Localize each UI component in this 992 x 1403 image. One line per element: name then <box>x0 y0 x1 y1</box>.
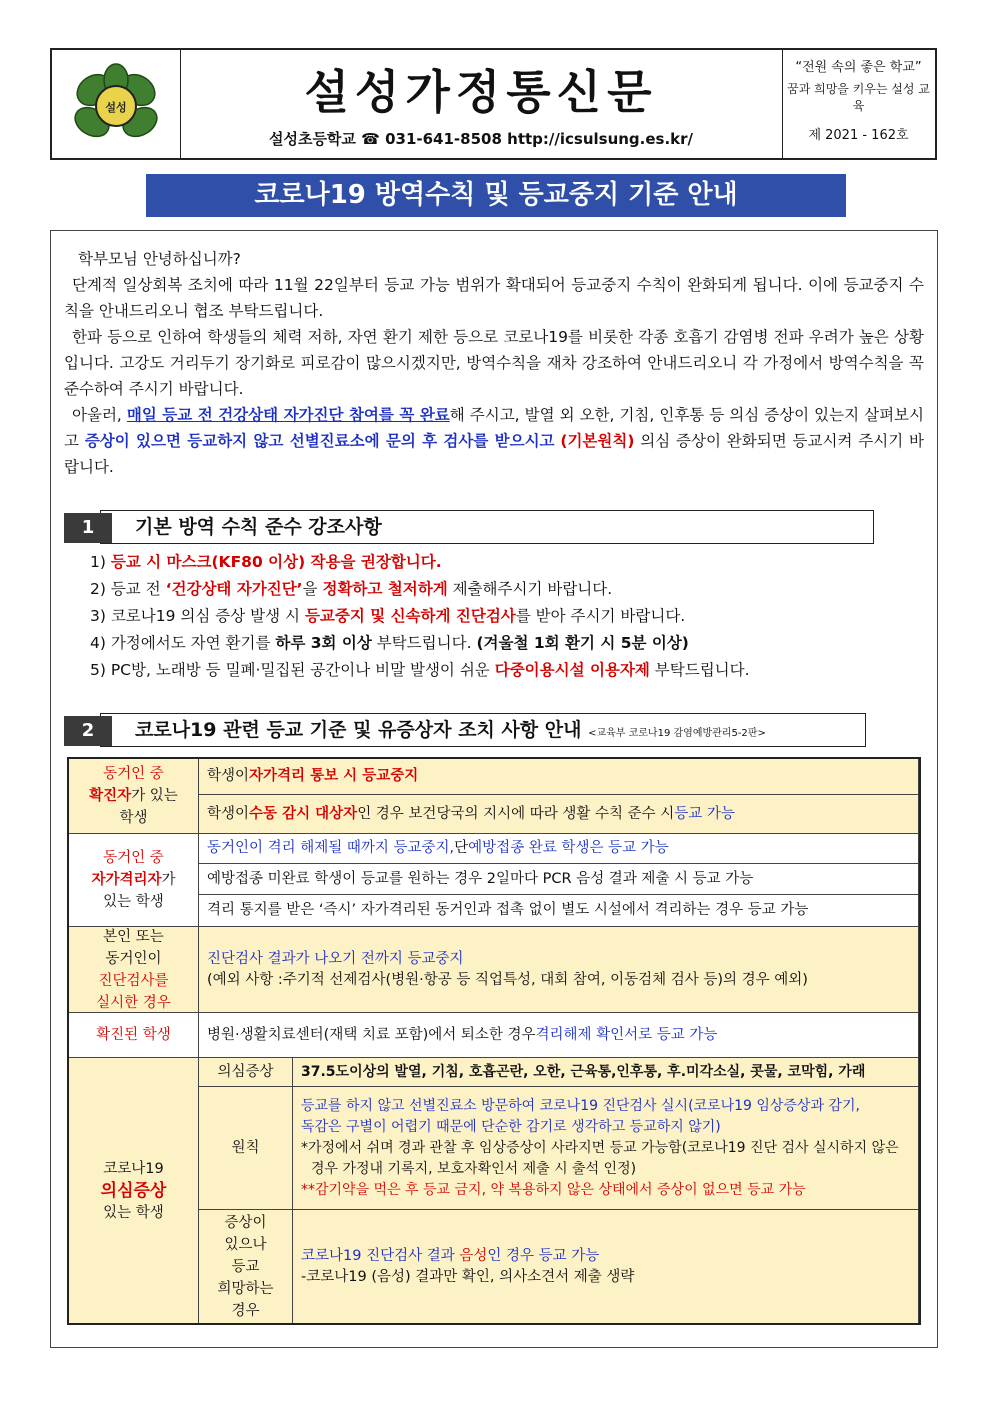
masthead-cell <box>180 50 783 158</box>
table-row: 격리 통지를 받은 ‘즉시’ 자가격리된 동거인과 접촉 없이 별도 시설에서 격리하는 경우 등교 가능 <box>199 895 919 927</box>
phone-number: 031-641-8508 <box>385 130 502 148</box>
guideline-table <box>67 757 921 1325</box>
table-row: 진단검사 결과가 나오기 전까지 등교중지 (예외 사항 :주기적 선제검사(병원·항공 등 직업특성, 대회 참여, 이동검체 검사 등)의 경우 예외) <box>199 927 919 1013</box>
rule-item-1: 1) 등교 시 마스크(KF80 이상) 작용을 권장합니다. <box>90 553 442 571</box>
section-1-number: 1 <box>64 513 112 543</box>
basic-principle: (기본원칙) <box>560 432 635 450</box>
intro-paragraph-3: 아울러, 매일 등교 전 건강상태 자가진단 참여를 꼭 완료해 주시고, 발열 외 오한, 기침, 인후통 등 의심 증상이 있는지 살펴보시고 증상이 있으면 등교하지 않고 선별진료소에 문의 후 검사를 받으시고 (기본원칙) 의심 증상이 완화되면 등교시켜 주시기 바랍니다. <box>64 406 924 476</box>
table-row: 학생이 수동 감시 대상자 인 경우 보건당국의 지시에 따라 생활 수칙 준수 시 등교 가능 <box>199 795 919 834</box>
school-logo-icon <box>52 50 180 158</box>
table-row: 코로나19 진단검사 결과 음성인 경우 등교 가능 -코로나19 (음성) 결과만 확인, 의사소견서 제출 생략 <box>293 1210 919 1323</box>
school-name: 설성초등학교 <box>268 130 356 148</box>
logo-cell <box>52 50 181 158</box>
table-row: 동거인이 격리 해제될 때까지 등교중지, 단 예방접종 완료 학생은 등교 가능 <box>199 834 919 864</box>
svg-text:설성: 설성 <box>105 101 127 114</box>
contact-line <box>180 128 782 149</box>
motto-cell <box>782 50 935 158</box>
self-check-emphasis: 매일 등교 전 건강상태 자가진단 참여를 꼭 완료 <box>126 406 450 424</box>
table-row: 학생이 자가격리 통보 시 등교중지 <box>199 759 919 795</box>
motto-line-2: 꿈과 희망을 키우는 설성 교육 <box>787 82 930 113</box>
section-2-source: <교육부 코로나19 감염예방관리5-2판> <box>588 728 766 739</box>
row-label-suspected-symptoms: 코로나19 의심증상 있는 학생 <box>69 1058 199 1323</box>
section-2-number: 2 <box>64 716 112 746</box>
sublabel-wish-to-attend: 증상이 있으나 등교 희망하는 경우 <box>199 1210 293 1323</box>
symptom-emphasis: 증상이 있으면 등교하지 않고 선별진료소에 문의 후 검사를 받으시고 <box>84 432 555 450</box>
newsletter-header <box>50 48 937 160</box>
sublabel-symptoms: 의심증상 <box>199 1058 293 1087</box>
row-label-confirmed-student: 확진된 학생 <box>69 1013 199 1058</box>
row-label-household-confirmed: 동거인 중 확진자가 있는 학생 <box>69 759 199 834</box>
phone-icon: ☎ <box>361 130 380 148</box>
table-row: 등교를 하지 않고 선별진료소 방문하여 코로나19 진단검사 실시(코로나19 임상증상과 감기, 독감은 구별이 어렵기 때문에 단순한 감기로 생각하고 등교하지 않기) *가정에서 쉬며 경과 관찰 후 임상증상이 사라지면 등교 가능함(코로나19 진단 검사 실시하지 않은 경우 가정내 기록지, 보호자확인서 제출 시 출석 인정) **감기약을 먹은 후 등교 금지, 약 복용하지 않은 상태에서 증상이 없으면 등교 가능 <box>293 1087 919 1210</box>
page-title: 코로나19 방역수칙 및 등교중지 기준 안내 <box>146 174 846 217</box>
section-2-title-box: 코로나19 관련 등교 기준 및 유증상자 조치 사항 안내 <교육부 코로나19 감염예방관리5-2판> <box>100 713 866 747</box>
issue-number: 제 2021 - 162호 <box>808 128 909 143</box>
table-row: 병원·생활치료센터(재택 치료 포함)에서 퇴소한 경우 격리해제 확인서로 등교 가능 <box>199 1013 919 1058</box>
school-url[interactable]: http://icsulsung.es.kr/ <box>507 130 694 148</box>
rule-item-4: 4) 가정에서도 자연 환기를 하루 3회 이상 부탁드립니다. (겨울철 1회 환기 시 5분 이상) <box>90 634 689 652</box>
row-label-household-quarantine: 동거인 중 자가격리자가 있는 학생 <box>69 834 199 927</box>
sublabel-principle: 원칙 <box>199 1087 293 1210</box>
rule-item-2: 2) 등교 전 ‘건강상태 자가진단’을 정확하고 철저하게 제출해주시기 바랍니다. <box>90 580 613 598</box>
rule-item-5: 5) PC방, 노래방 등 밀폐·밀집된 공간이나 비말 발생이 쉬운 다중이용시설 이용자제 부탁드립니다. <box>90 661 750 679</box>
greeting: 학부모님 안녕하십니까? <box>78 250 241 268</box>
intro-paragraph-2: 한파 등으로 인하여 학생들의 체력 저하, 자연 환기 제한 등으로 코로나19를 비롯한 각종 호흡기 감염병 전파 우려가 높은 상황입니다. 고강도 거리두기 장기화로 피로감이 많으시겠지만, 방역수칙을 재차 강조하여 안내드리오니 각 가정에서 방역수칙을 꼭 준수하여 주시기 바랍니다. <box>64 328 924 398</box>
section-1-title-box: 기본 방역 수칙 준수 강조사항 <box>100 510 874 544</box>
rule-item-3: 3) 코로나19 의심 증상 발생 시 등교중지 및 신속하게 진단검사를 받아 주시기 바랍니다. <box>90 607 686 625</box>
intro-text <box>64 246 924 480</box>
table-row: 37.5도이상의 발열, 기침, 호흡곤란, 오한, 근육통,인후통, 후.미각소실, 콧물, 코막힘, 가래 <box>293 1058 919 1087</box>
masthead-title: 설성가정통신문 <box>304 65 658 119</box>
motto-line-1: “전원 속의 좋은 학교” <box>795 60 922 75</box>
intro-paragraph-1: 단계적 일상회복 조치에 따라 11월 22일부터 등교 가능 범위가 확대되어 등교중지 수칙이 완화되게 됩니다. 이에 등교중지 수칙을 안내드리오니 협조 부탁드립니다. <box>64 276 924 320</box>
table-row: 예방접종 미완료 학생이 등교를 원하는 경우 2일마다 PCR 음성 결과 제출 시 등교 가능 <box>199 864 919 895</box>
row-label-tested: 본인 또는 동거인이 진단검사를 실시한 경우 <box>69 927 199 1013</box>
